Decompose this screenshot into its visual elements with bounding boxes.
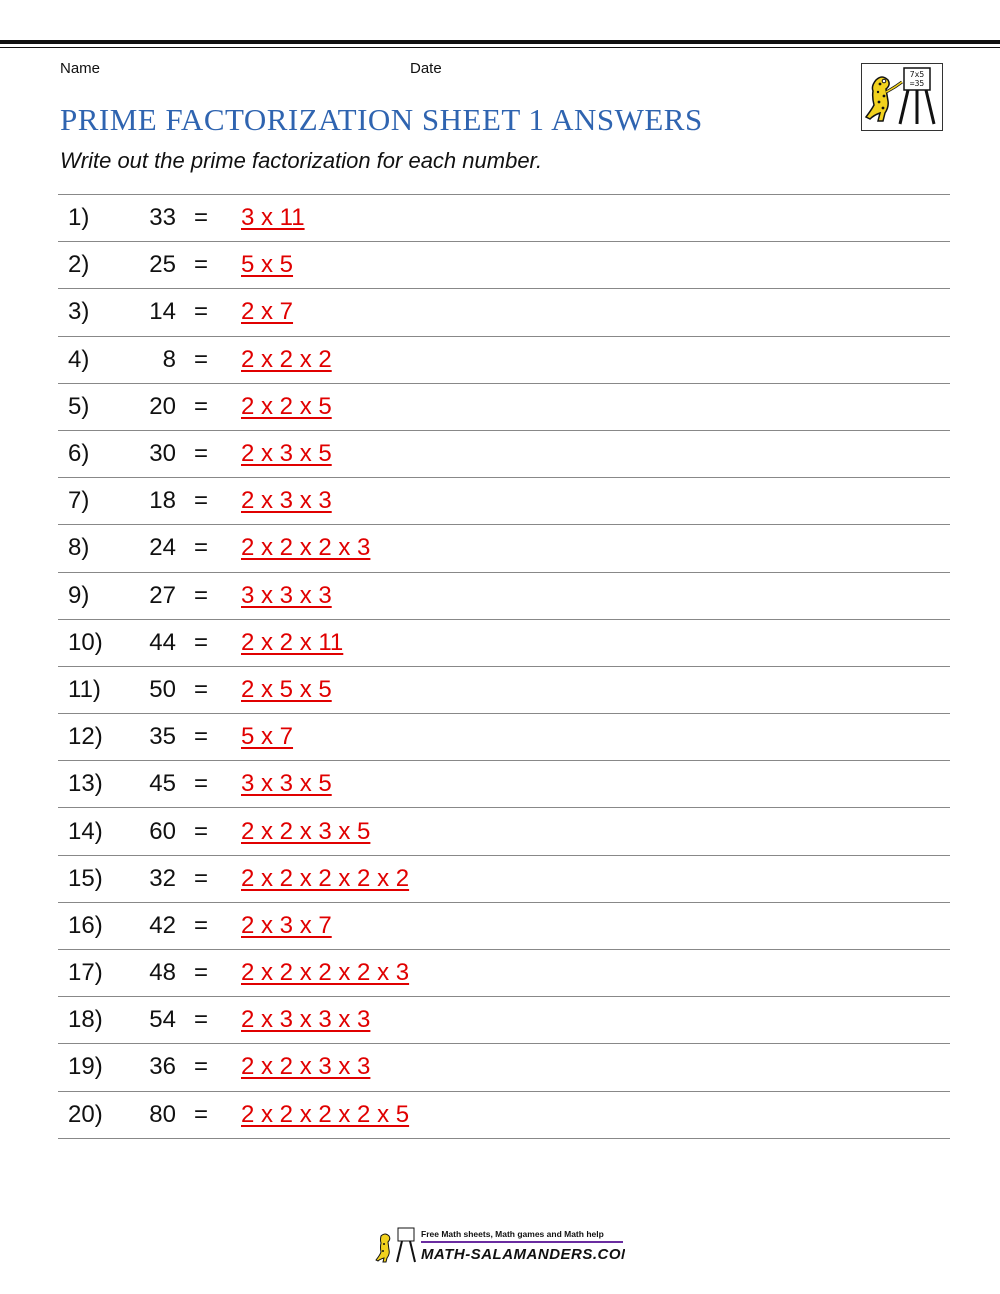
problem-row [58, 337, 950, 384]
problem-row [58, 667, 950, 714]
problem-value: 48 [149, 959, 176, 987]
equals-sign: = [194, 251, 209, 279]
equals-sign: = [194, 1100, 209, 1128]
equals-sign: = [194, 1053, 209, 1081]
problem-row [58, 1092, 950, 1139]
salamander-teacher-icon [862, 64, 941, 129]
problem-row [58, 714, 950, 761]
answer: 2 x 2 x 3 x 5 [241, 817, 371, 845]
problem-number: 18) [68, 1006, 103, 1034]
problem-number: 15) [68, 864, 103, 892]
answer: 2 x 2 x 11 [241, 628, 344, 656]
answer: 3 x 11 [241, 204, 305, 232]
answer: 5 x 7 [241, 723, 294, 751]
problem-row [58, 997, 950, 1044]
answer: 2 x 3 x 3 [241, 487, 332, 515]
problem-number: 11) [68, 675, 101, 703]
problem-number: 3) [68, 298, 90, 326]
salamander-logo [861, 63, 943, 131]
problem-row [58, 289, 950, 336]
problem-number: 20) [68, 1100, 103, 1128]
problem-value: 18 [149, 487, 176, 515]
problem-row [58, 431, 950, 478]
equals-sign: = [194, 392, 209, 420]
answer: 2 x 2 x 2 [241, 345, 332, 373]
problem-number: 13) [68, 770, 103, 798]
problem-value: 45 [149, 770, 176, 798]
problem-number: 19) [68, 1053, 103, 1081]
answer: 2 x 2 x 2 x 2 x 3 [241, 959, 410, 987]
problem-row [58, 195, 950, 242]
answer: 2 x 2 x 3 x 3 [241, 1053, 371, 1081]
equals-sign: = [194, 723, 209, 751]
footer-tagline: Free Math sheets, Math games and Math help [421, 1229, 604, 1239]
problem-value: 36 [149, 1053, 176, 1081]
equals-sign: = [194, 581, 209, 609]
instructions: Write out the prime factorization for each number. [60, 148, 543, 173]
problem-row [58, 478, 950, 525]
problem-row [58, 761, 950, 808]
problem-value: 54 [149, 1006, 176, 1034]
answer: 2 x 2 x 2 x 3 [241, 534, 371, 562]
equals-sign: = [194, 440, 209, 468]
answer: 3 x 3 x 3 [241, 581, 332, 609]
problem-row [58, 903, 950, 950]
problem-value: 42 [149, 911, 176, 939]
equals-sign: = [194, 959, 209, 987]
answer: 5 x 5 [241, 251, 294, 279]
problem-number: 1) [68, 204, 90, 232]
equals-sign: = [194, 911, 209, 939]
logo-board-top: 7x5 [909, 70, 925, 79]
problem-value: 35 [149, 723, 176, 751]
answer: 2 x 7 [241, 298, 294, 326]
footer-site-name: MATH-SALAMANDERS.COM [421, 1246, 625, 1263]
problem-value: 32 [149, 864, 176, 892]
name-label: Name [60, 60, 101, 77]
problem-value: 20 [149, 392, 176, 420]
problem-list [58, 194, 950, 1139]
equals-sign: = [194, 345, 209, 373]
top-rule-thick [0, 40, 1000, 44]
problem-row [58, 808, 950, 855]
answer: 2 x 3 x 5 [241, 440, 332, 468]
equals-sign: = [194, 675, 209, 703]
problem-number: 16) [68, 911, 103, 939]
equals-sign: = [194, 487, 209, 515]
problem-number: 7) [68, 487, 90, 515]
problem-number: 10) [68, 628, 103, 656]
equals-sign: = [194, 204, 209, 232]
problem-row [58, 525, 950, 572]
answer: 3 x 3 x 5 [241, 770, 332, 798]
problem-value: 14 [149, 298, 176, 326]
problem-number: 9) [68, 581, 90, 609]
problem-value: 80 [149, 1100, 176, 1128]
problem-row [58, 242, 950, 289]
footer-salamander-icon [375, 1226, 625, 1268]
equals-sign: = [194, 1006, 209, 1034]
problem-number: 17) [68, 959, 103, 987]
equals-sign: = [194, 534, 209, 562]
problem-row [58, 384, 950, 431]
page-title: PRIME FACTORIZATION SHEET 1 ANSWERS [60, 102, 703, 137]
problem-row [58, 856, 950, 903]
problem-value: 25 [149, 251, 176, 279]
problem-number: 6) [68, 440, 90, 468]
problem-number: 5) [68, 392, 90, 420]
answer: 2 x 2 x 5 [241, 392, 332, 420]
logo-board-bottom: =35 [909, 79, 925, 88]
problem-number: 2) [68, 251, 90, 279]
equals-sign: = [194, 817, 209, 845]
problem-number: 12) [68, 723, 103, 751]
problem-value: 24 [149, 534, 176, 562]
answer: 2 x 5 x 5 [241, 675, 332, 703]
problem-value: 27 [149, 581, 176, 609]
answer: 2 x 3 x 3 x 3 [241, 1006, 371, 1034]
problem-number: 14) [68, 817, 103, 845]
problem-value: 33 [149, 204, 176, 232]
problem-value: 30 [149, 440, 176, 468]
problem-number: 4) [68, 345, 90, 373]
answer: 2 x 2 x 2 x 2 x 2 [241, 864, 410, 892]
top-rule-thin [0, 47, 1000, 48]
equals-sign: = [194, 864, 209, 892]
equals-sign: = [194, 770, 209, 798]
problem-row [58, 620, 950, 667]
problem-value: 8 [162, 345, 176, 373]
answer: 2 x 3 x 7 [241, 911, 332, 939]
equals-sign: = [194, 628, 209, 656]
problem-value: 44 [149, 628, 176, 656]
problem-value: 50 [149, 675, 176, 703]
date-label: Date [410, 60, 442, 77]
problem-row [58, 1044, 950, 1091]
footer-logo [375, 1226, 625, 1268]
problem-row [58, 573, 950, 620]
problem-row [58, 950, 950, 997]
equals-sign: = [194, 298, 209, 326]
answer: 2 x 2 x 2 x 2 x 5 [241, 1100, 410, 1128]
problem-value: 60 [149, 817, 176, 845]
problem-number: 8) [68, 534, 90, 562]
